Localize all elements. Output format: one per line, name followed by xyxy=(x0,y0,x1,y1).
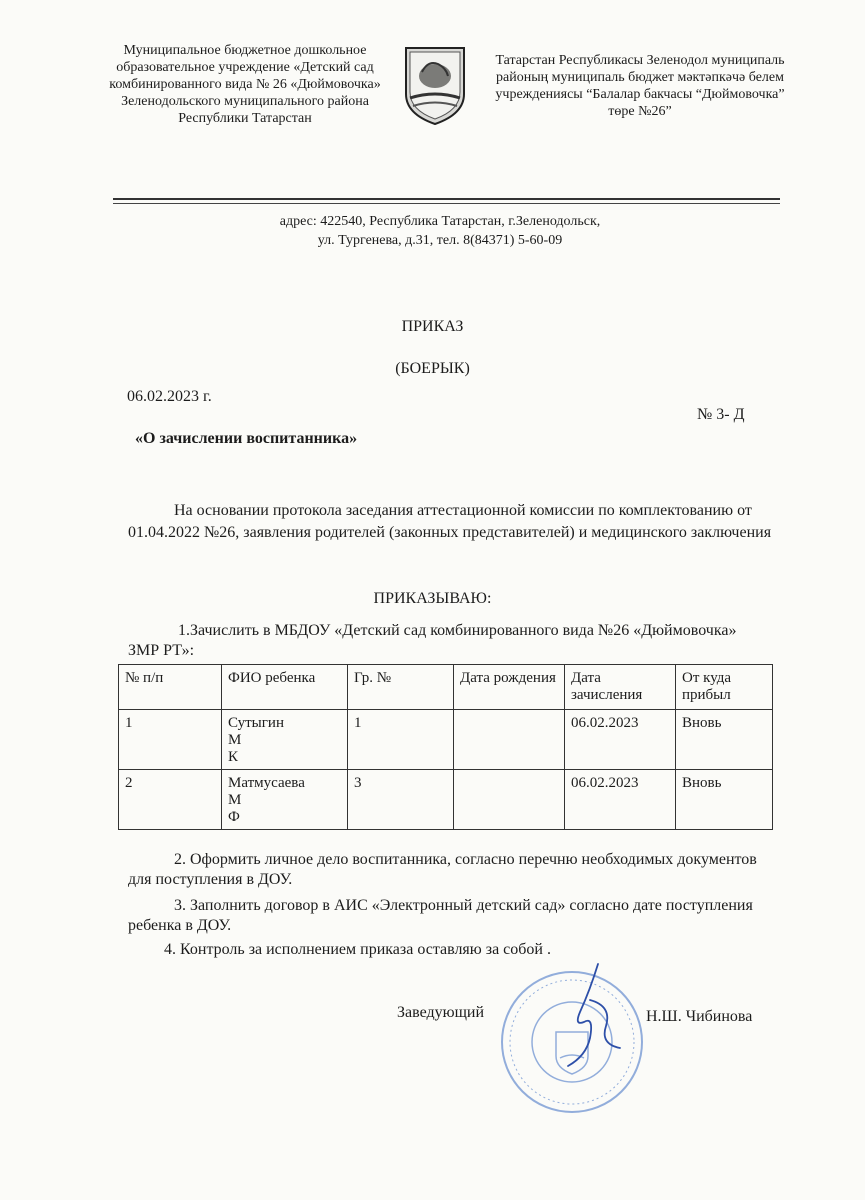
column-header: Гр. № xyxy=(348,665,454,710)
order-item-1: 1.Зачислить в МБДОУ «Детский сад комбинированного вида №26 «Дюймовочка» ЗМР РТ»: xyxy=(128,622,737,659)
name-line: Ф xyxy=(228,809,240,825)
signer-position: Заведующий xyxy=(397,1004,485,1021)
doc-number: № 3- Д xyxy=(697,406,745,423)
column-header: Дата рождения xyxy=(454,665,565,710)
cell-from: Вновь xyxy=(676,770,773,830)
column-header: Дата зачисления xyxy=(565,665,676,710)
table-header-row xyxy=(119,665,773,710)
org-name-russian: Муниципальное бюджетное дошкольное образовательное учреждение «Детский сад комбинированного вида № 26 «Дюймовочка» Зеленодольского муниципального района Республики Татарстан xyxy=(109,43,381,126)
order-item-4: 4. Контроль за исполнением приказа оставляю за собой . xyxy=(164,941,551,958)
header-divider-thin xyxy=(113,203,780,204)
column-header: ФИО ребенка xyxy=(222,665,348,710)
table-row xyxy=(119,770,773,830)
order-heading: ПРИКАЗЫВАЮ: xyxy=(373,590,492,607)
basis-paragraph: На основании протокола заседания аттестационной комиссии по комплектованию от 01.04.2022 №26, заявления родителей (законных представителей) и медицинского заключения xyxy=(128,502,772,541)
doc-date: 06.02.2023 г. xyxy=(127,388,212,405)
name-line: М xyxy=(228,732,242,748)
column-header: От куда прибыл xyxy=(676,665,773,710)
handwritten-signature xyxy=(550,960,640,1070)
cell-name xyxy=(222,770,348,830)
doc-subject: «О зачислении воспитанника» xyxy=(135,430,358,447)
cell-birth xyxy=(454,770,565,830)
children-table xyxy=(118,664,773,830)
doc-title-tatar: (БОЕРЫК) xyxy=(395,360,470,377)
cell-birth xyxy=(454,710,565,770)
cell-enroll: 06.02.2023 xyxy=(565,710,676,770)
signer-name: Н.Ш. Чибинова xyxy=(646,1008,753,1025)
cell-name xyxy=(222,710,348,770)
doc-title: ПРИКАЗ xyxy=(401,318,464,335)
order-item-2: 2. Оформить личное дело воспитанника, согласно перечню необходимых документов для поступления в ДОУ. xyxy=(128,851,757,888)
name-line: Матмусаева xyxy=(228,775,305,791)
name-line: К xyxy=(228,749,239,765)
cell-number: 2 xyxy=(119,770,222,830)
header-divider xyxy=(113,198,780,200)
cell-number: 1 xyxy=(119,710,222,770)
cell-group: 3 xyxy=(348,770,454,830)
cell-from: Вновь xyxy=(676,710,773,770)
address-line: ул. Тургенева, д.31, тел. 8(84371) 5-60-09 xyxy=(317,233,563,248)
address-line: адрес: 422540, Республика Татарстан, г.Зеленодольск, xyxy=(279,214,601,229)
name-line: М xyxy=(228,792,242,808)
cell-group: 1 xyxy=(348,710,454,770)
coat-of-arms-icon xyxy=(400,42,470,127)
cell-enroll: 06.02.2023 xyxy=(565,770,676,830)
column-header: № п/п xyxy=(119,665,222,710)
address xyxy=(220,212,660,250)
org-name-tatar: Татарстан Республикасы Зеленодол муниципаль районың муниципаль бюджет мәктәпкәчә белем учреждениясы “Балалар бакчасы “Дюймовочка” төре №26” xyxy=(495,53,785,119)
name-line: Сутыгин xyxy=(228,715,284,731)
table-row xyxy=(119,710,773,770)
order-item-3: 3. Заполнить договор в АИС «Электронный детский сад» согласно дате поступления ребенка в ДОУ. xyxy=(128,897,753,934)
